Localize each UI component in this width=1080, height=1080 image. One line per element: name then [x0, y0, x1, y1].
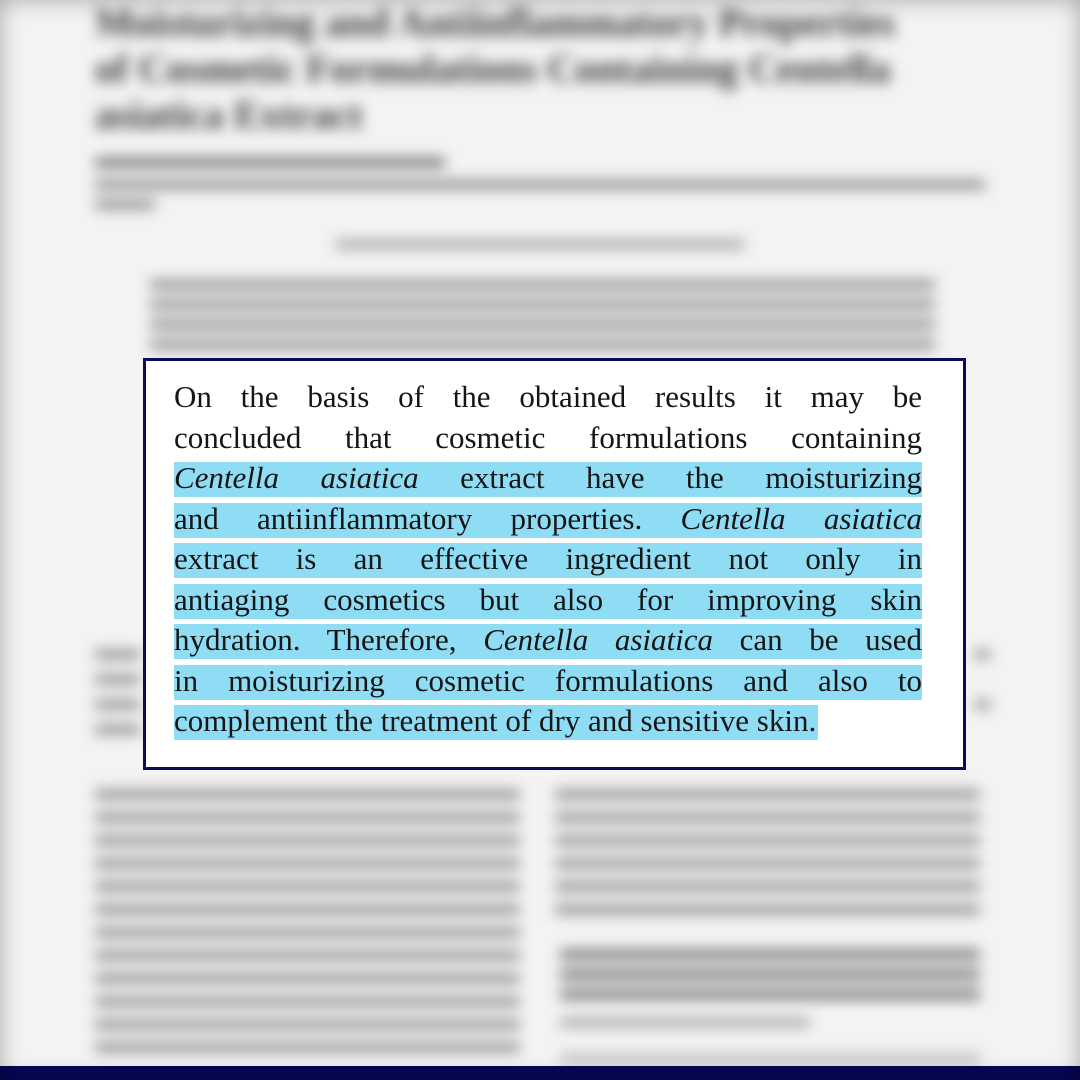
background-paper-title: Moisturizing and Antiinflammatory Properties of Cosmetic Formulations Containing Centella asiatica Extract: [95, 0, 896, 137]
background-body-line: [555, 836, 980, 845]
excerpt-text: can be used: [713, 622, 922, 657]
background-body-line: [975, 700, 990, 709]
excerpt-line-text: [174, 501, 922, 536]
background-body-line: [95, 813, 520, 822]
excerpt-text: and antiinflammatory properties.: [174, 500, 681, 536]
background-footnote-line: [560, 970, 980, 979]
background-body-line: [555, 813, 980, 822]
excerpt-line-text: [174, 541, 922, 576]
excerpt-line-text: [174, 420, 922, 455]
background-affiliation-line: [95, 180, 985, 189]
background-body-line: [95, 836, 520, 845]
background-body-line: [95, 1043, 520, 1052]
excerpt-line: [174, 377, 922, 418]
background-body-line: [95, 882, 520, 891]
species-name: Centella asiatica: [483, 622, 714, 657]
background-body-line: [95, 974, 520, 983]
excerpt-line-text: [174, 622, 922, 657]
background-abstract-line: [150, 320, 935, 329]
background-body-line: [975, 650, 990, 659]
excerpt-text: extract have the moisturizing: [418, 460, 922, 495]
excerpt-line: [174, 701, 922, 742]
excerpt-line-text: [174, 460, 922, 495]
background-affiliation-line: [95, 200, 155, 209]
excerpt-frame: [143, 358, 966, 770]
excerpt-text: hydration. Therefore,: [174, 622, 484, 657]
background-body-line: [95, 1020, 520, 1029]
background-body-line: [95, 928, 520, 937]
excerpt-line: [174, 620, 922, 661]
background-body-line: [95, 859, 520, 868]
excerpt-line-text: [174, 582, 922, 617]
excerpt-line-text: [174, 379, 922, 414]
excerpt-line: [174, 580, 922, 621]
background-body-line: [555, 882, 980, 891]
excerpt-line: [174, 418, 922, 459]
background-footnote-line: [560, 990, 980, 999]
bottom-bar: [0, 1066, 1080, 1080]
excerpt-text: On the basis of the obtained results it may be: [174, 379, 922, 414]
background-abstract-line: [150, 340, 935, 349]
excerpt-text: concluded that cosmetic formulations containing: [174, 419, 922, 455]
excerpt-text: in moisturizing cosmetic formulations and also to: [174, 662, 922, 698]
excerpt-text: complement the treatment of dry and sensitive skin.: [174, 703, 817, 738]
background-abstract-line: [150, 300, 935, 309]
background-body-line: [95, 700, 140, 709]
background-footer-block: [560, 1052, 980, 1066]
background-body-line: [95, 725, 140, 734]
background-body-line: [95, 951, 520, 960]
background-body-line: [555, 859, 980, 868]
excerpt-line-text: [174, 663, 922, 698]
excerpt-passage: [174, 377, 922, 742]
excerpt-text: antiaging cosmetics but also for improving skin: [174, 581, 922, 617]
background-abstract-line: [150, 280, 935, 289]
excerpt-line: [174, 661, 922, 702]
excerpt-line: [174, 539, 922, 580]
excerpt-line: [174, 499, 922, 540]
background-body-line: [555, 790, 980, 799]
excerpt-line-text: [174, 703, 816, 738]
background-body-line: [95, 905, 520, 914]
species-name: Centella asiatica: [680, 500, 922, 536]
background-body-line: [95, 675, 140, 684]
background-footnote-line: [560, 1018, 810, 1027]
background-body-line: [95, 997, 520, 1006]
background-body-line: [555, 905, 980, 914]
background-body-line: [95, 790, 520, 799]
excerpt-text: extract is an effective ingredient not only in: [174, 541, 922, 576]
background-authors-line: [95, 158, 445, 167]
background-received-line: [335, 240, 745, 249]
background-footnote-line: [560, 950, 980, 959]
excerpt-line: [174, 458, 922, 499]
species-name: Centella asiatica: [174, 460, 419, 495]
background-body-line: [95, 650, 140, 659]
